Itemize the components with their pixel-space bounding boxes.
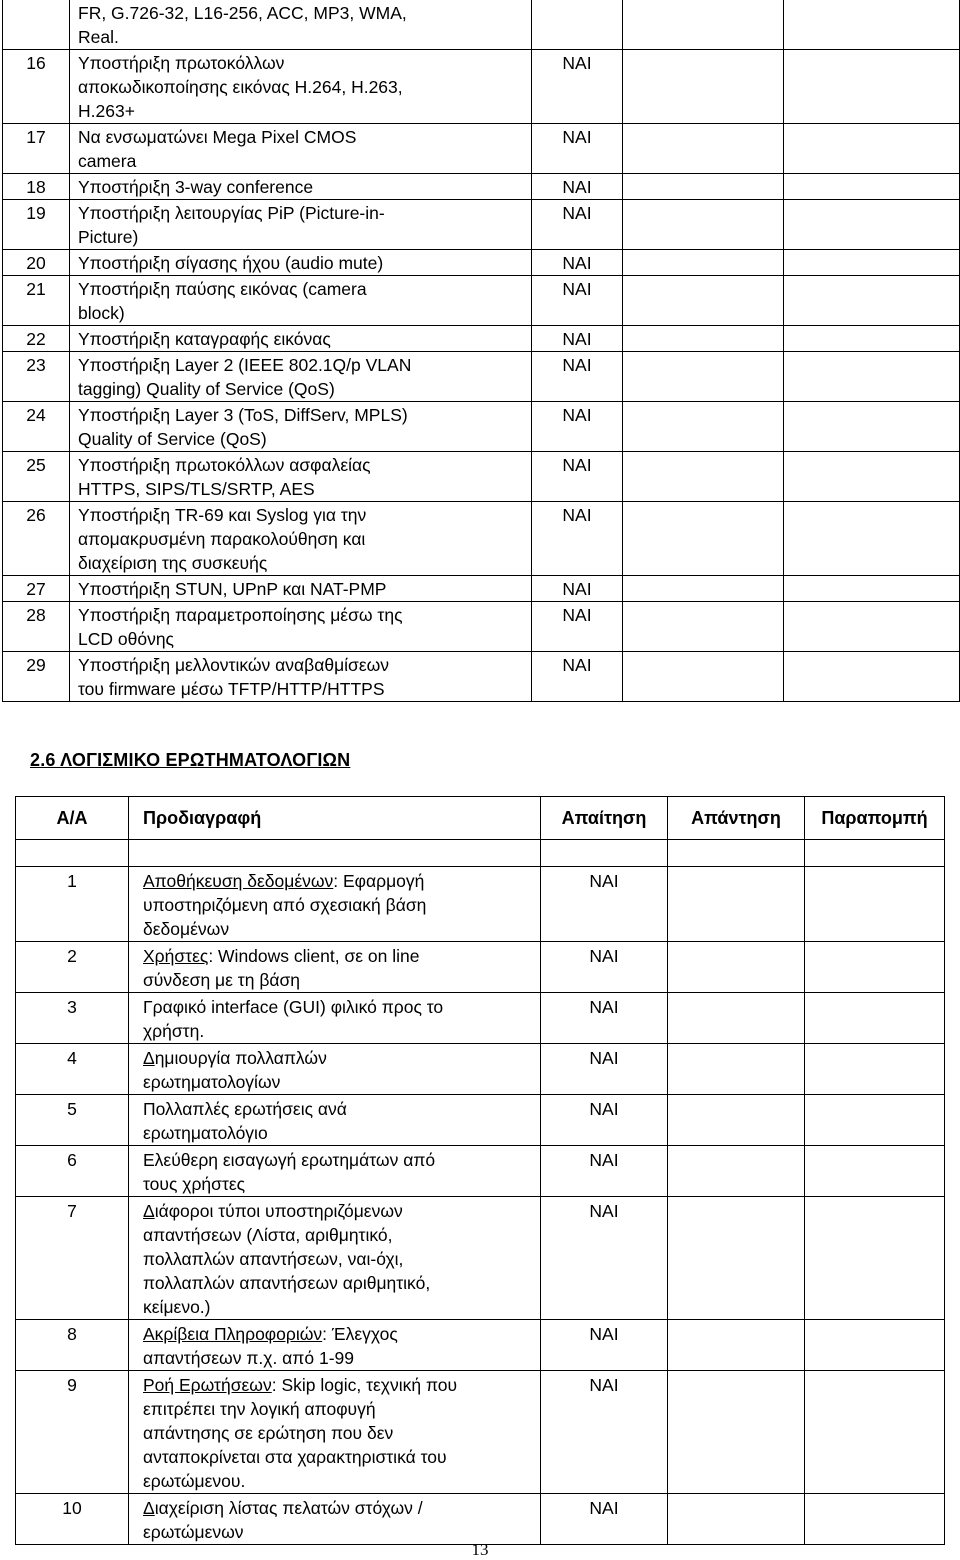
row-reference — [805, 1320, 945, 1371]
header-reference: Παραπομπή — [805, 797, 945, 840]
row-reference — [805, 1044, 945, 1095]
row-number: 18 — [3, 174, 70, 200]
spec-line: πολλαπλών απαντήσεων, ναι-όχι, — [143, 1249, 404, 1269]
spec-line — [143, 869, 540, 893]
spec-line: Υποστήριξη καταγραφής εικόνας — [78, 329, 331, 349]
row-requirement: ΝΑΙ — [532, 352, 623, 402]
row-reference — [805, 942, 945, 993]
row-reference — [805, 993, 945, 1044]
row-answer — [668, 993, 805, 1044]
spec-text: Ελεύθερη εισαγωγή ερωτημάτων από — [143, 1150, 436, 1170]
header-requirement: Απαίτηση — [541, 797, 668, 840]
spec-line: Υποστήριξη πρωτοκόλλων ασφαλείας — [78, 455, 371, 475]
spec-line: Picture) — [78, 227, 139, 247]
row-reference — [784, 602, 960, 652]
spec-line: πολλαπλών απαντήσεων αριθμητικό, — [143, 1273, 431, 1293]
row-specification — [70, 174, 532, 200]
row-specification — [129, 993, 541, 1044]
row-requirement: ΝΑΙ — [532, 200, 623, 250]
row-answer — [623, 124, 784, 174]
row-reference — [784, 576, 960, 602]
spec-text: : Εφαρμογή — [333, 871, 425, 891]
row-requirement: ΝΑΙ — [541, 942, 668, 993]
row-reference — [805, 1095, 945, 1146]
row-requirement: ΝΑΙ — [532, 452, 623, 502]
table-row — [3, 174, 960, 200]
row-number: 16 — [3, 50, 70, 124]
spec-text: ημιουργία πολλαπλών — [154, 1048, 327, 1068]
row-specification — [129, 942, 541, 993]
row-answer — [623, 352, 784, 402]
spec-line: Υποστήριξη Layer 3 (ToS, DiffServ, MPLS) — [78, 405, 408, 425]
table-row — [16, 993, 945, 1044]
row-requirement: ΝΑΙ — [541, 1095, 668, 1146]
table-row — [3, 250, 960, 276]
spec-line: του firmware μέσω TFTP/HTTP/HTTPS — [78, 679, 385, 699]
row-number: 1 — [16, 867, 129, 942]
row-answer — [668, 1494, 805, 1545]
spec-line: Υποστήριξη σίγασης ήχου (audio mute) — [78, 253, 384, 273]
spec-line: δεδομένων — [143, 919, 230, 939]
row-number: 22 — [3, 326, 70, 352]
header-aa: Α/Α — [16, 797, 129, 840]
questionnaire-software-table — [15, 796, 945, 1545]
row-number: 2 — [16, 942, 129, 993]
table-row — [16, 1371, 945, 1494]
row-answer — [623, 452, 784, 502]
row-reference — [805, 1146, 945, 1197]
row-reference — [784, 402, 960, 452]
table-row — [3, 652, 960, 702]
row-specification — [129, 1494, 541, 1545]
table-row — [16, 1146, 945, 1197]
row-answer — [668, 1320, 805, 1371]
spec-line: διαχείριση της συσκευής — [78, 553, 268, 573]
row-requirement: ΝΑΙ — [532, 652, 623, 702]
spec-line: LCD οθόνης — [78, 629, 174, 649]
specs-table-continued — [2, 0, 960, 702]
row-reference — [805, 867, 945, 942]
spec-line — [143, 1496, 540, 1520]
row-answer — [623, 502, 784, 576]
table-row — [16, 1320, 945, 1371]
row-answer — [668, 1146, 805, 1197]
spec-line — [143, 1373, 540, 1397]
row-specification — [129, 1146, 541, 1197]
row-reference — [805, 1197, 945, 1320]
spec-text: Γραφικό interface (GUI) φιλικό προς το — [143, 997, 444, 1017]
spec-line: κείμενο.) — [143, 1297, 211, 1317]
row-specification — [129, 1320, 541, 1371]
row-number: 27 — [3, 576, 70, 602]
spec-underlined-term: Δ — [143, 1048, 155, 1068]
row-number: 17 — [3, 124, 70, 174]
header-answer: Απάντηση — [668, 797, 805, 840]
spec-line: τους χρήστες — [143, 1174, 246, 1194]
row-specification — [70, 200, 532, 250]
table-row — [3, 602, 960, 652]
table-row — [16, 1044, 945, 1095]
row-reference — [784, 50, 960, 124]
row-specification — [129, 867, 541, 942]
spec-line — [143, 1199, 540, 1223]
row-requirement: ΝΑΙ — [541, 993, 668, 1044]
spec-line: απαντήσεων (Λίστα, αριθμητικό, — [143, 1225, 393, 1245]
table-row — [3, 0, 960, 50]
row-number: 10 — [16, 1494, 129, 1545]
spec-text: : Windows client, σε on line — [208, 946, 420, 966]
table-header-row — [16, 797, 945, 840]
row-number: 24 — [3, 402, 70, 452]
spec-text: : Skip logic, τεχνική που — [271, 1375, 458, 1395]
row-answer — [623, 402, 784, 452]
row-answer — [668, 1044, 805, 1095]
table-row — [3, 452, 960, 502]
row-specification — [70, 276, 532, 326]
spec-text: Πολλαπλές ερωτήσεις ανά — [143, 1099, 347, 1119]
row-answer — [623, 200, 784, 250]
row-specification — [129, 1044, 541, 1095]
spec-line: Quality of Service (QoS) — [78, 429, 267, 449]
row-reference — [784, 276, 960, 326]
row-answer — [623, 576, 784, 602]
row-reference — [784, 502, 960, 576]
row-answer — [668, 1371, 805, 1494]
row-reference — [784, 250, 960, 276]
spec-text: ιαχείριση λίστας πελατών στόχων / — [154, 1498, 423, 1518]
spec-line: απάντησης σε ερώτηση που δεν — [143, 1423, 394, 1443]
row-answer — [668, 1197, 805, 1320]
row-requirement: ΝΑΙ — [541, 1197, 668, 1320]
row-specification — [70, 452, 532, 502]
table-row — [16, 942, 945, 993]
spec-underlined-term: Χρήστες — [143, 946, 209, 966]
spec-line: ερωτώμενου. — [143, 1471, 246, 1491]
row-number: 4 — [16, 1044, 129, 1095]
row-reference — [784, 124, 960, 174]
row-number: 6 — [16, 1146, 129, 1197]
row-specification — [70, 326, 532, 352]
row-requirement: ΝΑΙ — [532, 276, 623, 326]
row-reference — [805, 1494, 945, 1545]
spec-line: υποστηριζόμενη από σχεσιακή βάση — [143, 895, 427, 915]
row-number: 19 — [3, 200, 70, 250]
row-requirement: ΝΑΙ — [541, 1146, 668, 1197]
table-row — [3, 124, 960, 174]
spec-line — [143, 1322, 540, 1346]
table-row — [3, 352, 960, 402]
table-row — [16, 1494, 945, 1545]
spec-line: Υποστήριξη παύσης εικόνας (camera — [78, 279, 367, 299]
spec-line: H.263+ — [78, 101, 135, 121]
blank-row — [16, 840, 945, 867]
spec-line — [143, 944, 540, 968]
row-specification — [70, 576, 532, 602]
spec-text: : Έλεγχος — [322, 1324, 398, 1344]
spec-line: tagging) Quality of Service (QoS) — [78, 379, 335, 399]
header-specification: Προδιαγραφή — [129, 797, 541, 840]
row-requirement: ΝΑΙ — [532, 250, 623, 276]
spec-line: Υποστήριξη Layer 2 (IEEE 802.1Q/p VLAN — [78, 355, 412, 375]
spec-underlined-term: Αποθήκευση δεδομένων — [143, 871, 334, 891]
row-requirement: ΝΑΙ — [532, 602, 623, 652]
row-number: 9 — [16, 1371, 129, 1494]
row-number — [3, 0, 70, 50]
spec-line: Υποστήριξη πρωτοκόλλων — [78, 53, 285, 73]
table-row — [3, 200, 960, 250]
spec-line: Υποστήριξη TR-69 και Syslog για την — [78, 505, 367, 525]
spec-line — [143, 1148, 540, 1172]
spec-line: Real. — [78, 27, 119, 47]
spec-line: απομακρυσμένη παρακολούθηση και — [78, 529, 366, 549]
row-number: 20 — [3, 250, 70, 276]
row-specification — [70, 602, 532, 652]
row-requirement: ΝΑΙ — [532, 402, 623, 452]
spec-line — [143, 1046, 540, 1070]
row-reference — [784, 352, 960, 402]
row-specification — [70, 352, 532, 402]
row-number: 26 — [3, 502, 70, 576]
row-answer — [668, 867, 805, 942]
row-reference — [784, 652, 960, 702]
spec-underlined-term: Ακρίβεια Πληροφοριών — [143, 1324, 323, 1344]
row-specification — [129, 1095, 541, 1146]
spec-line: απαντήσεων π.χ. από 1-99 — [143, 1348, 354, 1368]
row-answer — [623, 276, 784, 326]
row-requirement: ΝΑΙ — [532, 124, 623, 174]
row-reference — [805, 1371, 945, 1494]
row-specification — [129, 1371, 541, 1494]
row-reference — [784, 0, 960, 50]
spec-underlined-term: Ροή Ερωτήσεων — [143, 1375, 272, 1395]
spec-underlined-term: Δ — [143, 1201, 155, 1221]
row-reference — [784, 174, 960, 200]
row-requirement: ΝΑΙ — [532, 50, 623, 124]
row-answer — [623, 602, 784, 652]
spec-text: ιάφοροι τύποι υποστηριζόμενων — [154, 1201, 403, 1221]
row-answer — [668, 942, 805, 993]
row-specification — [70, 502, 532, 576]
spec-line: Υποστήριξη STUN, UPnP και NAT-PMP — [78, 579, 387, 599]
spec-line: Υποστήριξη παραμετροποίησης μέσω της — [78, 605, 403, 625]
spec-line — [143, 995, 540, 1019]
row-answer — [623, 50, 784, 124]
row-requirement: ΝΑΙ — [532, 576, 623, 602]
table-row — [3, 50, 960, 124]
table-row — [3, 502, 960, 576]
table-row — [16, 1095, 945, 1146]
spec-line: χρήστη. — [143, 1021, 205, 1041]
row-number: 25 — [3, 452, 70, 502]
row-number: 21 — [3, 276, 70, 326]
row-specification — [70, 402, 532, 452]
spec-line: Υποστήριξη 3-way conference — [78, 177, 314, 197]
spec-line: σύνδεση με τη βάση — [143, 970, 301, 990]
row-answer — [623, 326, 784, 352]
row-requirement: ΝΑΙ — [532, 326, 623, 352]
spec-line: αποκωδικοποίησης εικόνας H.264, H.263, — [78, 77, 403, 97]
row-requirement: ΝΑΙ — [541, 1044, 668, 1095]
row-answer — [623, 250, 784, 276]
table-row — [16, 1197, 945, 1320]
row-requirement: ΝΑΙ — [532, 174, 623, 200]
spec-line: Υποστήριξη μελλοντικών αναβαθμίσεων — [78, 655, 390, 675]
row-requirement: ΝΑΙ — [541, 867, 668, 942]
row-requirement: ΝΑΙ — [541, 1320, 668, 1371]
row-number: 3 — [16, 993, 129, 1044]
spec-line: ερωτηματολόγιο — [143, 1123, 268, 1143]
spec-line: block) — [78, 303, 125, 323]
row-requirement: ΝΑΙ — [541, 1371, 668, 1494]
spec-underlined-term: Δ — [143, 1498, 155, 1518]
row-number: 23 — [3, 352, 70, 402]
row-specification — [129, 1197, 541, 1320]
row-number: 7 — [16, 1197, 129, 1320]
row-reference — [784, 452, 960, 502]
row-answer — [623, 0, 784, 50]
row-number: 8 — [16, 1320, 129, 1371]
row-answer — [668, 1095, 805, 1146]
table-row — [3, 326, 960, 352]
row-requirement: ΝΑΙ — [532, 502, 623, 576]
row-answer — [623, 652, 784, 702]
row-specification — [70, 0, 532, 50]
spec-line: ερωτηματολογίων — [143, 1072, 281, 1092]
row-reference — [784, 326, 960, 352]
row-requirement: ΝΑΙ — [541, 1494, 668, 1545]
table-row — [3, 276, 960, 326]
spec-line: HTTPS, SIPS/TLS/SRTP, AES — [78, 479, 315, 499]
table-row — [3, 576, 960, 602]
row-answer — [623, 174, 784, 200]
spec-line: επιτρέπει την λογική αποφυγή — [143, 1399, 376, 1419]
spec-line: ανταποκρίνεται στα χαρακτηριστικά του — [143, 1447, 447, 1467]
spec-line — [143, 1097, 540, 1121]
section-title: 2.6 ΛΟΓΙΣΜΙΚΟ ΕΡΩΤΗΜΑΤΟΛΟΓΙΩΝ — [30, 750, 351, 770]
row-specification — [70, 250, 532, 276]
table-row — [3, 402, 960, 452]
table-row — [16, 867, 945, 942]
row-specification — [70, 652, 532, 702]
page-number: 13 — [471, 1540, 489, 1559]
spec-line: Να ενσωματώνει Mega Pixel CMOS — [78, 127, 357, 147]
row-reference — [784, 200, 960, 250]
row-number: 5 — [16, 1095, 129, 1146]
row-specification — [70, 50, 532, 124]
row-specification — [70, 124, 532, 174]
spec-line: Υποστήριξη λειτουργίας PiP (Picture-in- — [78, 203, 385, 223]
spec-line: FR, G.726-32, L16-256, ACC, MP3, WMA, — [78, 3, 407, 23]
row-number: 29 — [3, 652, 70, 702]
row-requirement — [532, 0, 623, 50]
spec-line: ερωτώμενων — [143, 1522, 244, 1542]
row-number: 28 — [3, 602, 70, 652]
spec-line: camera — [78, 151, 137, 171]
